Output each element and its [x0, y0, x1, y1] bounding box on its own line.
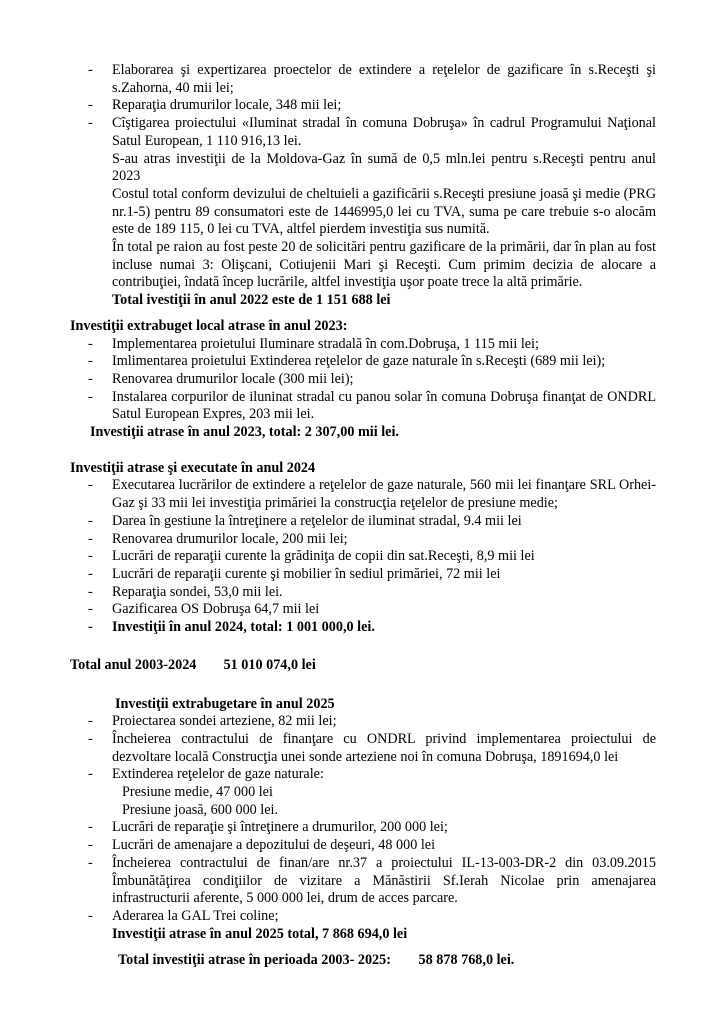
section-2025 [70, 696, 656, 944]
document-content [70, 62, 656, 970]
list-item [70, 371, 656, 389]
total-2024 [70, 619, 656, 637]
list-item [70, 908, 656, 926]
dash-bullet: - [88, 907, 93, 924]
list-item-text: Lucrări de reparaţii curente la grădiniţa de copii din sat.Receşti, 8,9 mii lei [112, 548, 535, 565]
list-item-text: Imlimentarea proietului Extinderea reţelelor de gaze naturale în s.Receşti (689 mii lei); [112, 353, 606, 370]
grand-total [70, 952, 656, 970]
dash-bullet: - [88, 62, 93, 78]
dash-bullet: - [88, 713, 93, 730]
list-item [70, 731, 656, 766]
total-2003-2024-value: 51 010 074,0 lei [223, 656, 316, 673]
list-item [70, 62, 656, 97]
list-item-text: Proiectarea sondei arteziene, 82 mii lei; [112, 713, 337, 730]
list-item [70, 513, 656, 531]
dash-bullet: - [88, 115, 93, 132]
list-item-text: Renovarea drumurilor locale (300 mii lei); [112, 370, 354, 387]
list-item [70, 336, 656, 354]
total-2003-2024 [70, 657, 656, 675]
section-heading-2025: Investiţii extrabugetare în anul 2025 [115, 695, 335, 712]
list-item-text: Reparaţia sondei, 53,0 mii lei. [112, 583, 283, 600]
dash-bullet: - [88, 512, 93, 529]
list-item [70, 531, 656, 549]
dash-bullet: - [88, 766, 93, 783]
section-2023 [70, 318, 656, 442]
list-item-text: Extinderea reţelelor de gaze naturale: [112, 766, 324, 783]
sub-list-item: Presiune joasă, 600 000 lei. [122, 801, 279, 818]
dash-bullet: - [88, 353, 93, 370]
list-item [70, 819, 656, 837]
list-item-text: Darea în gestiune la întreţinere a reţelelor de iluminat stradal, 9.4 mii lei [112, 512, 522, 529]
grand-total-label: Total investiţii atrase în perioada 2003- 2025: [118, 952, 391, 969]
dash-bullet: - [88, 819, 93, 836]
total-2003-2024-label: Total anul 2003-2024 [70, 656, 197, 673]
dash-bullet: - [88, 388, 93, 405]
list-item [70, 97, 656, 115]
list-item [70, 389, 656, 424]
total-2022: Total ivestiţii în anul 2022 este de 1 151 688 lei [112, 292, 391, 309]
list-item-text: Cîştigarea proiectului «Iluminat stradal în comuna Dobruşa» în cadrul Programului Naţional Satul European, 1 110 916,13 lei. [112, 115, 656, 149]
list-item-text: Încheierea contractului de finanţare cu ONDRL privind implementarea proiectului de dezvoltare locală Construcţia unei sonde arteziene noi în comuna Dobruşa, 1891694,0 lei [112, 730, 656, 765]
list-item [70, 601, 656, 619]
list-item-text: Executarea lucrărilor de extindere a reţelelor de gaze naturale, 560 mii lei finanţare SRL Orhei-Gaz şi 33 mii lei investiţia primăriei la construcţia reţelelor de presiune medie; [112, 477, 656, 512]
list-item-text: Elaborarea şi expertizarea proectelor de extindere a reţelelor de gazificare în s.Receşti şi s.Zahorna, 40 mii lei; [112, 62, 656, 96]
list-item-text: Renovarea drumurilor locale, 200 mii lei; [112, 530, 348, 547]
list-item-text: Gazificarea OS Dobruşa 64,7 mii lei [112, 601, 320, 618]
list-item [70, 115, 656, 150]
list-item-text: Lucrări de reparaţie şi întreţinere a drumurilor, 200 000 lei; [112, 819, 448, 836]
paragraph: S-au atras investiţii de la Moldova-Gaz în sumă de 0,5 mln.lei pentru s.Receşti pentru anul 2023 [112, 150, 656, 185]
dash-bullet: - [88, 548, 93, 565]
list-item [70, 477, 656, 512]
list-item [70, 837, 656, 855]
list-item [70, 584, 656, 602]
dash-bullet: - [88, 619, 93, 636]
list-item [70, 855, 656, 908]
paragraph: Costul total conform devizului de cheltuieli a gazificării s.Receşti presiune joasă şi medie (PRG nr.1-5) pentru 89 consumatori este de 1446995,0 lei cu TVA, suma pe care trebuie s-o alocăm este de 189 115, 0 lei cu TVA, altfel pierdem investiţia sus numită. [112, 185, 656, 238]
sub-list-item: Presiune medie, 47 000 lei [122, 784, 273, 801]
dash-bullet: - [88, 530, 93, 547]
dash-bullet: - [88, 97, 93, 114]
paragraph: În total pe raion au fost peste 20 de solicitări pentru gazificare de la primării, dar în plan au fost incluse numai 3: Olişcani, Cotiujenii Mari şi Receşti. Cum primim decizia de alocare a contribuţiei, îndată încep lucrările, altfel investiţia uşor poate trece la altă primărie. [112, 239, 656, 291]
dash-bullet: - [88, 837, 93, 854]
total-2025: Investiţii atrase în anul 2025 total, 7 868 694,0 lei [112, 925, 408, 942]
section-heading-2023: Investiţii extrabuget local atrase în anul 2023: [70, 317, 348, 334]
list-item-text: Implementarea proietului Iluminare stradală în com.Dobruşa, 1 115 mii lei; [112, 335, 539, 352]
dash-bullet: - [88, 601, 93, 618]
dash-bullet: - [88, 854, 93, 871]
list-item-text: Lucrări de reparaţii curente şi mobilier în sediul primăriei, 72 mii lei [112, 565, 501, 582]
list-item [70, 353, 656, 371]
list-item-text: Aderarea la GAL Trei coline; [112, 907, 279, 924]
dash-bullet: - [88, 583, 93, 600]
dash-bullet: - [88, 477, 93, 494]
section-2022 [70, 62, 656, 310]
dash-bullet: - [88, 370, 93, 387]
list-item-text: Lucrări de amenajare a depozitului de deşeuri, 48 000 lei [112, 837, 436, 854]
dash-bullet: - [88, 335, 93, 352]
list-item-text: Reparaţia drumurilor locale, 348 mii lei; [112, 97, 342, 114]
grand-total-value: 58 878 768,0 lei. [418, 952, 515, 969]
list-item [70, 548, 656, 566]
total-2023: Investiţii atrase în anul 2023, total: 2 307,00 mii lei. [90, 424, 399, 441]
dash-bullet: - [88, 565, 93, 582]
list-item [70, 766, 656, 784]
dash-bullet: - [88, 730, 93, 747]
list-item-text: Instalarea corpurilor de iluninat stradal cu panou solar în comuna Dobruşa finanţat de ONDRL Satul European Expres, 203 mii lei. [112, 388, 656, 423]
section-2024 [70, 460, 656, 637]
list-item [70, 713, 656, 731]
section-heading-2024: Investiţii atrase şi executate în anul 2024 [70, 459, 316, 476]
total-2024-text: Investiţii în anul 2024, total: 1 001 000,0 lei. [112, 619, 375, 636]
list-item [70, 566, 656, 584]
list-item-text: Încheierea contractului de finan/are nr.37 a proiectului IL-13-003-DR-2 din 03.09.2015 Îmbunătăţirea condiţiilor de vizitare a Mănăstirii Sf.Ierah Nicolae prin amenajarea infrastructurii aferente, 5 000 000 lei, drum de acces parcare. [112, 854, 656, 907]
